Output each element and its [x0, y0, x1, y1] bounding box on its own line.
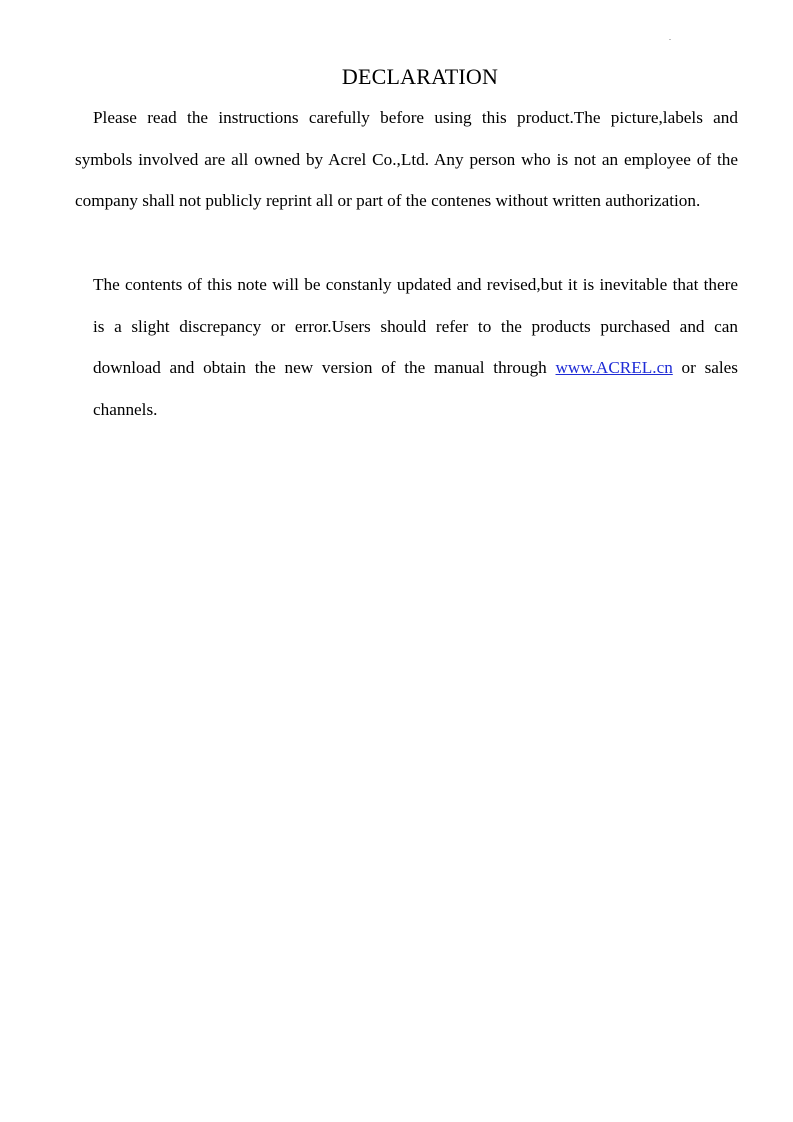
- paragraph-2-ending: or sales channels.: [93, 358, 738, 419]
- declaration-paragraph-2: [93, 264, 738, 430]
- page-title: DECLARATION: [341, 64, 499, 89]
- acrel-website-link[interactable]: www.ACREL.cn: [555, 358, 673, 377]
- header-mark: .: [669, 33, 671, 42]
- declaration-paragraph-1: Please read the instructions carefully before using this product.The picture,labels and symbols involved are all owned by Acrel Co.,Ltd. Any person who is not an employee of the company shall not publicly reprint all or part of the contenes without written authorization.: [75, 108, 738, 210]
- paragraph-2-text: The contents of this note will be constanly updated and revised,but it is inevitable that there is a slight discrepancy or error.Users should refer to the products purchased and can download and obtain the new version of the manual through: [93, 275, 738, 377]
